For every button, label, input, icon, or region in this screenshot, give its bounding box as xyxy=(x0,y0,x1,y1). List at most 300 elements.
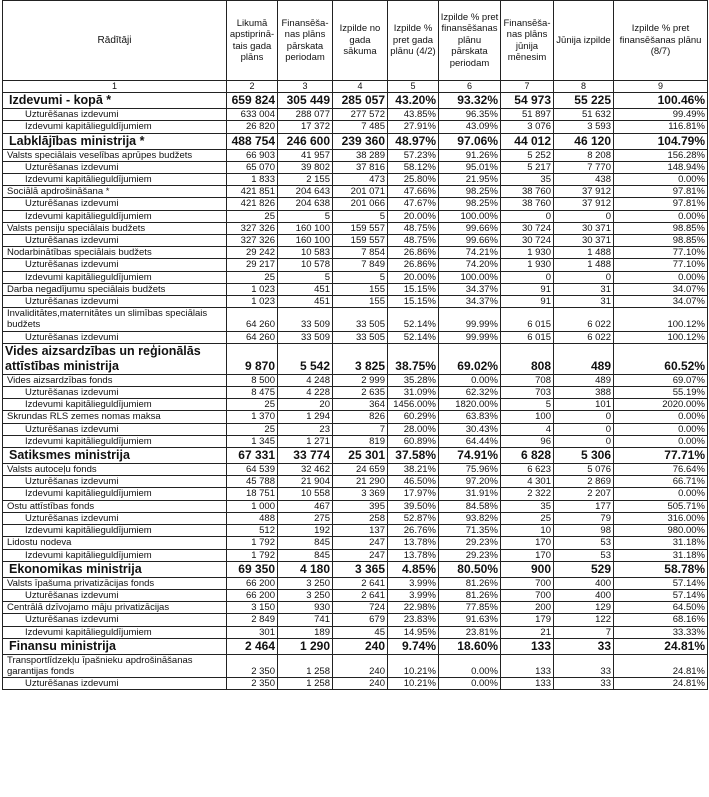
cell-col-3: 204 643 xyxy=(278,186,333,198)
row-label: Ostu attīstības fonds xyxy=(3,500,227,512)
cell-col-8: 53 xyxy=(554,549,614,561)
row-label: Nodarbinātības speciālais budžets xyxy=(3,247,227,259)
cell-col-3: 3 250 xyxy=(278,577,333,589)
cell-col-3: 39 802 xyxy=(278,161,333,173)
cell-col-3: 10 558 xyxy=(278,488,333,500)
table-row xyxy=(3,283,708,295)
row-label: Izdevumi kapitālieguldījumiem xyxy=(3,210,227,222)
cell-col-5: 13.78% xyxy=(388,549,439,561)
cell-col-7: 21 xyxy=(501,626,554,638)
cell-col-3: 288 077 xyxy=(278,109,333,121)
row-label: Valsts pensiju speciālais budžets xyxy=(3,222,227,234)
cell-col-4: 285 057 xyxy=(333,93,388,109)
cell-col-5: 52.14% xyxy=(388,331,439,343)
cell-col-9: 505.71% xyxy=(614,500,708,512)
cell-col-8: 33 xyxy=(554,654,614,677)
cell-col-9: 57.14% xyxy=(614,577,708,589)
cell-col-2: 2 849 xyxy=(227,614,278,626)
table-row xyxy=(3,149,708,161)
cell-col-3: 246 600 xyxy=(278,133,333,149)
cell-col-3: 1 258 xyxy=(278,678,333,690)
cell-col-9: 97.81% xyxy=(614,186,708,198)
cell-col-9: 98.85% xyxy=(614,222,708,234)
cell-col-8: 388 xyxy=(554,387,614,399)
cell-col-6: 99.66% xyxy=(439,235,501,247)
row-label: Izdevumi - kopā * xyxy=(3,93,227,109)
row-label: Uzturēšanas izdevumi xyxy=(3,296,227,308)
cell-col-4: 473 xyxy=(333,174,388,186)
cell-col-7: 100 xyxy=(501,411,554,423)
cell-col-2: 64 539 xyxy=(227,464,278,476)
row-label: Valsts speciālais veselības aprūpes budžets xyxy=(3,149,227,161)
cell-col-8: 5 306 xyxy=(554,448,614,464)
cell-col-5: 13.78% xyxy=(388,537,439,549)
cell-col-2: 29 242 xyxy=(227,247,278,259)
cell-col-4: 239 360 xyxy=(333,133,388,149)
cell-col-6: 29.23% xyxy=(439,549,501,561)
cell-col-4: 819 xyxy=(333,435,388,447)
table-row xyxy=(3,331,708,343)
cell-col-8: 5 076 xyxy=(554,464,614,476)
cell-col-9: 34.07% xyxy=(614,283,708,295)
cell-col-3: 33 509 xyxy=(278,331,333,343)
table-row xyxy=(3,512,708,524)
table-row xyxy=(3,387,708,399)
cell-col-9: 64.50% xyxy=(614,602,708,614)
table-row xyxy=(3,638,708,654)
cell-col-3: 451 xyxy=(278,283,333,295)
table-row xyxy=(3,93,708,109)
row-label: Finansu ministrija xyxy=(3,638,227,654)
cell-col-3: 467 xyxy=(278,500,333,512)
row-label: Invaliditātes,maternitātes un slimības speciālais budžets xyxy=(3,308,227,331)
table-row xyxy=(3,500,708,512)
cell-col-7: 38 760 xyxy=(501,198,554,210)
cell-col-5: 28.00% xyxy=(388,423,439,435)
cell-col-3: 189 xyxy=(278,626,333,638)
cell-col-4: 45 xyxy=(333,626,388,638)
row-label: Centrālā dzīvojamo māju privatizācijas xyxy=(3,602,227,614)
cell-col-3: 2 155 xyxy=(278,174,333,186)
cell-col-3: 10 583 xyxy=(278,247,333,259)
table-row xyxy=(3,343,708,374)
cell-col-5: 27.91% xyxy=(388,121,439,133)
cell-col-3: 33 509 xyxy=(278,308,333,331)
cell-col-5: 57.23% xyxy=(388,149,439,161)
cell-col-8: 7 xyxy=(554,626,614,638)
cell-col-8: 400 xyxy=(554,577,614,589)
cell-col-6: 93.32% xyxy=(439,93,501,109)
row-label: Izdevumi kapitālieguldījumiem xyxy=(3,435,227,447)
cell-col-8: 0 xyxy=(554,435,614,447)
column-number: 6 xyxy=(439,81,501,93)
cell-col-5: 1456.00% xyxy=(388,399,439,411)
column-number: 2 xyxy=(227,81,278,93)
cell-col-3: 21 904 xyxy=(278,476,333,488)
row-label: Uzturēšanas izdevumi xyxy=(3,387,227,399)
row-label: Valsts īpašuma privatizācijas fonds xyxy=(3,577,227,589)
cell-col-4: 277 572 xyxy=(333,109,388,121)
cell-col-6: 95.01% xyxy=(439,161,501,173)
cell-col-7: 25 xyxy=(501,512,554,524)
row-label: Vides aizsardzības fonds xyxy=(3,374,227,386)
cell-col-9: 55.19% xyxy=(614,387,708,399)
header-col-9: Izpilde % pret finansēšanas plānu (8/7) xyxy=(614,1,708,81)
table-body xyxy=(3,93,708,690)
row-label: Ekonomikas ministrija xyxy=(3,561,227,577)
cell-col-5: 26.86% xyxy=(388,259,439,271)
cell-col-4: 3 369 xyxy=(333,488,388,500)
cell-col-7: 703 xyxy=(501,387,554,399)
header-col-8: Jūnija izpilde xyxy=(554,1,614,81)
cell-col-2: 421 826 xyxy=(227,198,278,210)
row-label: Darba negadījumu speciālais budžets xyxy=(3,283,227,295)
cell-col-7: 91 xyxy=(501,296,554,308)
cell-col-9: 116.81% xyxy=(614,121,708,133)
row-label: Labklājības ministrija * xyxy=(3,133,227,149)
table-row xyxy=(3,435,708,447)
table-row xyxy=(3,161,708,173)
cell-col-9: 0.00% xyxy=(614,435,708,447)
cell-col-8: 8 208 xyxy=(554,149,614,161)
cell-col-9: 316.00% xyxy=(614,512,708,524)
cell-col-4: 3 365 xyxy=(333,561,388,577)
cell-col-8: 6 022 xyxy=(554,331,614,343)
cell-col-7: 708 xyxy=(501,374,554,386)
cell-col-9: 104.79% xyxy=(614,133,708,149)
table-row xyxy=(3,109,708,121)
table-row xyxy=(3,561,708,577)
cell-col-2: 1 370 xyxy=(227,411,278,423)
cell-col-2: 1 792 xyxy=(227,549,278,561)
cell-col-6: 100.00% xyxy=(439,210,501,222)
cell-col-3: 10 578 xyxy=(278,259,333,271)
cell-col-8: 0 xyxy=(554,423,614,435)
cell-col-6: 34.37% xyxy=(439,283,501,295)
cell-col-5: 20.00% xyxy=(388,271,439,283)
cell-col-4: 240 xyxy=(333,638,388,654)
cell-col-8: 30 371 xyxy=(554,222,614,234)
cell-col-2: 327 326 xyxy=(227,235,278,247)
cell-col-2: 67 331 xyxy=(227,448,278,464)
cell-col-5: 52.87% xyxy=(388,512,439,524)
cell-col-5: 9.74% xyxy=(388,638,439,654)
cell-col-6: 75.96% xyxy=(439,464,501,476)
cell-col-6: 93.82% xyxy=(439,512,501,524)
cell-col-3: 160 100 xyxy=(278,235,333,247)
cell-col-3: 741 xyxy=(278,614,333,626)
cell-col-9: 0.00% xyxy=(614,488,708,500)
cell-col-7: 179 xyxy=(501,614,554,626)
table-row xyxy=(3,222,708,234)
cell-col-6: 97.06% xyxy=(439,133,501,149)
cell-col-2: 1 023 xyxy=(227,296,278,308)
cell-col-3: 451 xyxy=(278,296,333,308)
row-label: Uzturēšanas izdevumi xyxy=(3,512,227,524)
cell-col-9: 31.18% xyxy=(614,537,708,549)
cell-col-3: 845 xyxy=(278,549,333,561)
cell-col-5: 48.75% xyxy=(388,222,439,234)
cell-col-4: 724 xyxy=(333,602,388,614)
cell-col-2: 66 200 xyxy=(227,577,278,589)
table-row xyxy=(3,308,708,331)
row-label: Izdevumi kapitālieguldījumiem xyxy=(3,525,227,537)
table-row xyxy=(3,210,708,222)
cell-col-8: 0 xyxy=(554,411,614,423)
cell-col-2: 1 000 xyxy=(227,500,278,512)
cell-col-6: 0.00% xyxy=(439,374,501,386)
cell-col-2: 488 754 xyxy=(227,133,278,149)
cell-col-3: 930 xyxy=(278,602,333,614)
cell-col-5: 3.99% xyxy=(388,577,439,589)
table-row xyxy=(3,133,708,149)
cell-col-9: 100.12% xyxy=(614,331,708,343)
cell-col-5: 60.89% xyxy=(388,435,439,447)
cell-col-7: 35 xyxy=(501,174,554,186)
cell-col-8: 529 xyxy=(554,561,614,577)
cell-col-9: 33.33% xyxy=(614,626,708,638)
cell-col-6: 100.00% xyxy=(439,271,501,283)
row-label: Uzturēšanas izdevumi xyxy=(3,235,227,247)
cell-col-6: 81.26% xyxy=(439,577,501,589)
table-row xyxy=(3,174,708,186)
cell-col-7: 1 930 xyxy=(501,247,554,259)
cell-col-6: 84.58% xyxy=(439,500,501,512)
cell-col-3: 5 xyxy=(278,210,333,222)
cell-col-2: 1 023 xyxy=(227,283,278,295)
cell-col-7: 133 xyxy=(501,654,554,677)
cell-col-7: 700 xyxy=(501,589,554,601)
table-row xyxy=(3,259,708,271)
cell-col-2: 488 xyxy=(227,512,278,524)
cell-col-4: 826 xyxy=(333,411,388,423)
cell-col-6: 74.20% xyxy=(439,259,501,271)
cell-col-8: 31 xyxy=(554,283,614,295)
cell-col-2: 25 xyxy=(227,210,278,222)
table-row xyxy=(3,549,708,561)
cell-col-6: 34.37% xyxy=(439,296,501,308)
cell-col-7: 700 xyxy=(501,577,554,589)
cell-col-3: 5 xyxy=(278,271,333,283)
cell-col-4: 33 505 xyxy=(333,308,388,331)
cell-col-6: 98.25% xyxy=(439,186,501,198)
cell-col-2: 8 475 xyxy=(227,387,278,399)
cell-col-9: 66.71% xyxy=(614,476,708,488)
cell-col-8: 1 488 xyxy=(554,259,614,271)
cell-col-3: 23 xyxy=(278,423,333,435)
cell-col-4: 24 659 xyxy=(333,464,388,476)
column-number: 7 xyxy=(501,81,554,93)
cell-col-9: 77.10% xyxy=(614,259,708,271)
cell-col-2: 1 833 xyxy=(227,174,278,186)
row-label: Uzturēšanas izdevumi xyxy=(3,614,227,626)
table-row xyxy=(3,448,708,464)
table-row xyxy=(3,678,708,690)
cell-col-9: 100.12% xyxy=(614,308,708,331)
cell-col-4: 3 825 xyxy=(333,343,388,374)
cell-col-5: 31.09% xyxy=(388,387,439,399)
cell-col-2: 66 903 xyxy=(227,149,278,161)
cell-col-8: 122 xyxy=(554,614,614,626)
budget-table xyxy=(2,0,708,690)
cell-col-3: 41 957 xyxy=(278,149,333,161)
cell-col-9: 24.81% xyxy=(614,678,708,690)
cell-col-7: 5 xyxy=(501,399,554,411)
cell-col-5: 58.12% xyxy=(388,161,439,173)
cell-col-8: 101 xyxy=(554,399,614,411)
cell-col-4: 5 xyxy=(333,271,388,283)
cell-col-9: 24.81% xyxy=(614,638,708,654)
cell-col-5: 47.67% xyxy=(388,198,439,210)
cell-col-4: 679 xyxy=(333,614,388,626)
cell-col-9: 980.00% xyxy=(614,525,708,537)
cell-col-6: 71.35% xyxy=(439,525,501,537)
cell-col-4: 7 485 xyxy=(333,121,388,133)
cell-col-6: 31.91% xyxy=(439,488,501,500)
cell-col-5: 10.21% xyxy=(388,678,439,690)
table-row xyxy=(3,121,708,133)
cell-col-3: 204 638 xyxy=(278,198,333,210)
cell-col-8: 177 xyxy=(554,500,614,512)
cell-col-7: 10 xyxy=(501,525,554,537)
cell-col-6: 99.99% xyxy=(439,308,501,331)
cell-col-5: 4.85% xyxy=(388,561,439,577)
cell-col-2: 29 217 xyxy=(227,259,278,271)
cell-col-5: 17.97% xyxy=(388,488,439,500)
cell-col-2: 327 326 xyxy=(227,222,278,234)
cell-col-9: 0.00% xyxy=(614,210,708,222)
cell-col-8: 489 xyxy=(554,374,614,386)
cell-col-7: 35 xyxy=(501,500,554,512)
cell-col-9: 31.18% xyxy=(614,549,708,561)
cell-col-7: 170 xyxy=(501,537,554,549)
cell-col-4: 2 999 xyxy=(333,374,388,386)
row-label: Transportlīdzekļu īpašnieku apdrošināšanas garantijas fonds xyxy=(3,654,227,677)
cell-col-8: 400 xyxy=(554,589,614,601)
cell-col-4: 7 xyxy=(333,423,388,435)
cell-col-3: 4 228 xyxy=(278,387,333,399)
cell-col-4: 155 xyxy=(333,296,388,308)
cell-col-4: 395 xyxy=(333,500,388,512)
row-label: Izdevumi kapitālieguldījumiem xyxy=(3,121,227,133)
cell-col-9: 34.07% xyxy=(614,296,708,308)
cell-col-5: 46.50% xyxy=(388,476,439,488)
row-label: Izdevumi kapitālieguldījumiem xyxy=(3,488,227,500)
cell-col-9: 77.71% xyxy=(614,448,708,464)
cell-col-9: 0.00% xyxy=(614,271,708,283)
cell-col-9: 58.78% xyxy=(614,561,708,577)
header-row xyxy=(3,1,708,81)
cell-col-5: 48.75% xyxy=(388,235,439,247)
cell-col-8: 79 xyxy=(554,512,614,524)
table-row xyxy=(3,186,708,198)
row-label: Uzturēšanas izdevumi xyxy=(3,476,227,488)
row-label: Uzturēšanas izdevumi xyxy=(3,198,227,210)
cell-col-4: 137 xyxy=(333,525,388,537)
cell-col-6: 64.44% xyxy=(439,435,501,447)
cell-col-2: 25 xyxy=(227,399,278,411)
cell-col-6: 1820.00% xyxy=(439,399,501,411)
cell-col-5: 22.98% xyxy=(388,602,439,614)
cell-col-5: 37.58% xyxy=(388,448,439,464)
table-row xyxy=(3,235,708,247)
table-row xyxy=(3,464,708,476)
cell-col-3: 32 462 xyxy=(278,464,333,476)
cell-col-7: 6 015 xyxy=(501,308,554,331)
cell-col-2: 2 350 xyxy=(227,678,278,690)
cell-col-4: 240 xyxy=(333,678,388,690)
cell-col-8: 129 xyxy=(554,602,614,614)
cell-col-2: 64 260 xyxy=(227,331,278,343)
cell-col-7: 6 015 xyxy=(501,331,554,343)
cell-col-8: 6 022 xyxy=(554,308,614,331)
cell-col-5: 43.20% xyxy=(388,93,439,109)
cell-col-9: 0.00% xyxy=(614,423,708,435)
header-col-6: Izpilde % pret finansēšanas plānu pārskata periodam xyxy=(439,1,501,81)
table-row xyxy=(3,476,708,488)
row-label: Izdevumi kapitālieguldījumiem xyxy=(3,174,227,186)
cell-col-3: 17 372 xyxy=(278,121,333,133)
header-col-7: Finansēša-nas plāns jūnija mēnesim xyxy=(501,1,554,81)
table-row xyxy=(3,654,708,677)
cell-col-5: 15.15% xyxy=(388,283,439,295)
cell-col-4: 5 xyxy=(333,210,388,222)
cell-col-4: 258 xyxy=(333,512,388,524)
cell-col-6: 69.02% xyxy=(439,343,501,374)
cell-col-9: 148.94% xyxy=(614,161,708,173)
cell-col-3: 275 xyxy=(278,512,333,524)
cell-col-7: 44 012 xyxy=(501,133,554,149)
cell-col-5: 25.80% xyxy=(388,174,439,186)
table-row xyxy=(3,614,708,626)
cell-col-7: 30 724 xyxy=(501,222,554,234)
cell-col-6: 74.91% xyxy=(439,448,501,464)
cell-col-2: 69 350 xyxy=(227,561,278,577)
row-label: Valsts autoceļu fonds xyxy=(3,464,227,476)
cell-col-3: 1 258 xyxy=(278,654,333,677)
cell-col-6: 97.20% xyxy=(439,476,501,488)
table-row xyxy=(3,296,708,308)
cell-col-9: 57.14% xyxy=(614,589,708,601)
row-label: Izdevumi kapitālieguldījumiem xyxy=(3,549,227,561)
cell-col-9: 97.81% xyxy=(614,198,708,210)
cell-col-4: 159 557 xyxy=(333,235,388,247)
cell-col-4: 25 301 xyxy=(333,448,388,464)
row-label: Uzturēšanas izdevumi xyxy=(3,331,227,343)
cell-col-6: 62.32% xyxy=(439,387,501,399)
cell-col-2: 659 824 xyxy=(227,93,278,109)
cell-col-5: 38.21% xyxy=(388,464,439,476)
cell-col-5: 39.50% xyxy=(388,500,439,512)
cell-col-5: 23.83% xyxy=(388,614,439,626)
row-label: Uzturēšanas izdevumi xyxy=(3,589,227,601)
cell-col-6: 98.25% xyxy=(439,198,501,210)
cell-col-5: 35.28% xyxy=(388,374,439,386)
cell-col-4: 2 641 xyxy=(333,577,388,589)
cell-col-7: 808 xyxy=(501,343,554,374)
cell-col-4: 155 xyxy=(333,283,388,295)
cell-col-9: 2020.00% xyxy=(614,399,708,411)
cell-col-2: 421 851 xyxy=(227,186,278,198)
cell-col-8: 0 xyxy=(554,271,614,283)
column-number: 4 xyxy=(333,81,388,93)
cell-col-3: 160 100 xyxy=(278,222,333,234)
cell-col-9: 0.00% xyxy=(614,174,708,186)
cell-col-7: 38 760 xyxy=(501,186,554,198)
cell-col-2: 45 788 xyxy=(227,476,278,488)
cell-col-9: 99.49% xyxy=(614,109,708,121)
cell-col-4: 240 xyxy=(333,654,388,677)
